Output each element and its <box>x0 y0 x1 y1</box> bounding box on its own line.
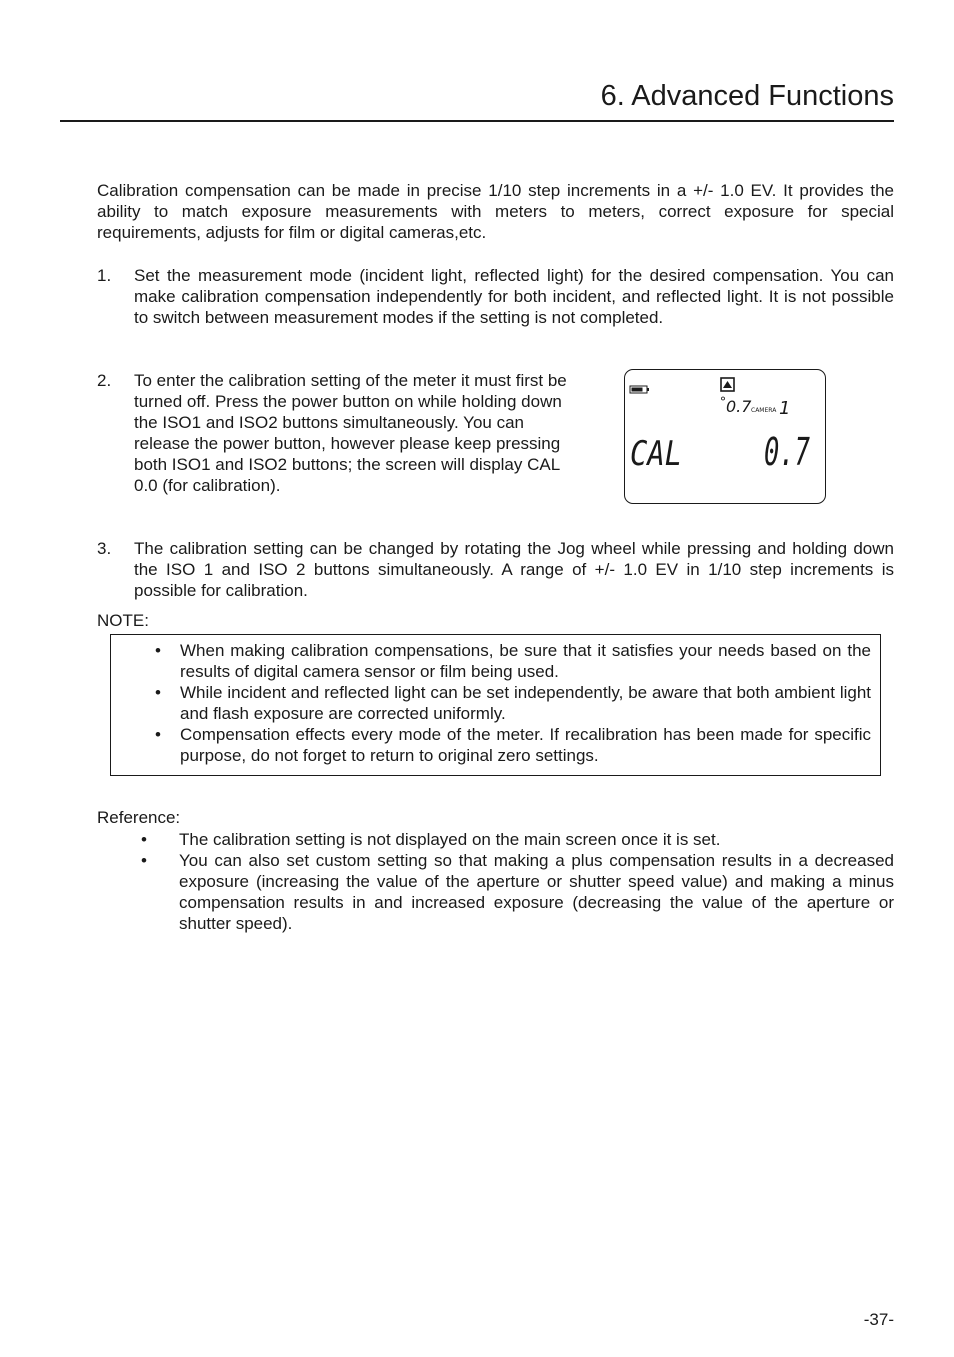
bullet-icon: • <box>141 851 147 870</box>
flash-icon <box>721 378 734 391</box>
step-3 <box>97 538 894 601</box>
note-item <box>155 724 871 766</box>
bullet-icon: • <box>155 641 161 660</box>
bullet-icon: • <box>155 683 161 702</box>
intro-paragraph: Calibration compensation can be made in precise 1/10 step increments in a +/- 1.0 EV. It provides the ability to match exposure measurements with meters to meters, correct exposure for special requirements, adjusts for film or digital cameras,etc. <box>97 181 894 242</box>
lcd-small-value: 0.7 <box>726 397 752 416</box>
step-2 <box>97 370 567 496</box>
battery-icon <box>630 386 649 393</box>
reference-item <box>141 850 894 934</box>
page-number: -37- <box>863 1310 894 1329</box>
bullet-icon: • <box>155 725 161 744</box>
step-1 <box>97 265 894 328</box>
lcd-main-label: CAL <box>630 434 682 474</box>
reference-item-text: The calibration setting is not displayed on the main screen once it is set. <box>179 830 721 849</box>
reference-item <box>141 829 894 850</box>
step-text: To enter the calibration setting of the meter it must first be turned off. Press the power button on while holding down the ISO1 and ISO2 buttons simultaneously. You can release the power button, however please keep pressing both ISO1 and ISO2 buttons; the screen will display CAL 0.0 (for calibration). <box>134 371 567 495</box>
note-list <box>155 640 871 766</box>
lcd-display-illustration <box>624 369 826 504</box>
page-title: 6. Advanced Functions <box>600 80 894 112</box>
lcd-camera-number: 1 <box>779 398 791 419</box>
step-number: 2. <box>97 371 112 390</box>
note-item-text: When making calibration compensations, be sure that it satisfies your needs based on the results of digital camera sensor or film being used. <box>180 641 871 681</box>
reference-label: Reference: <box>97 808 181 827</box>
step-text: The calibration setting can be changed by rotating the Jog wheel while pressing and holding down the ISO 1 and ISO 2 buttons simultaneously. A range of +/- 1.0 EV in 1/10 step increments is possible for calibration. <box>134 539 894 600</box>
step-text: Set the measurement mode (incident light, reflected light) for the desired compensation. You can make calibration compensation independently for both incident, and reflected light. It is not possible to switch between measurement modes if the setting is not completed. <box>134 266 894 327</box>
note-label: NOTE: <box>97 611 149 630</box>
reference-list <box>141 829 894 934</box>
note-box <box>110 634 881 776</box>
step-number: 3. <box>97 539 112 558</box>
bullet-icon: • <box>141 830 147 849</box>
header-rule <box>60 120 894 122</box>
note-item <box>155 640 871 682</box>
note-item <box>155 682 871 724</box>
note-item-text: Compensation effects every mode of the meter. If recalibration has been made for specific purpose, do not forget to return to original zero settings. <box>180 725 871 765</box>
lcd-main-value: 0.7 <box>764 430 811 474</box>
step-number: 1. <box>97 266 112 285</box>
reference-item-text: You can also set custom setting so that making a plus compensation results in a decreased exposure (increasing the value of the aperture or shutter speed value) and making a minus compensation results in and increased exposure (decreasing the value of the aperture or shutter speed). <box>179 851 894 933</box>
lcd-camera-label: CAMERA <box>751 407 777 414</box>
note-item-text: While incident and reflected light can be set independently, be aware that both ambient light and flash exposure are corrected uniformly. <box>180 683 871 723</box>
